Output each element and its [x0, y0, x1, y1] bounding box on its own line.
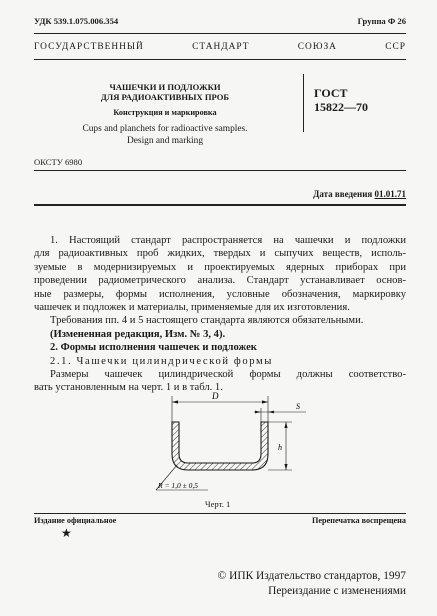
- title-ru-line1: ЧАШЕЧКИ И ПОДЛОЖКИ: [109, 82, 221, 92]
- title-ru: [34, 82, 296, 102]
- okstu-code: ОКСТУ 6980: [34, 157, 83, 167]
- para-1-line-5: ные размеры, формы исполнения, условные обозначения, маркировку: [34, 288, 406, 300]
- title-en-line2: Design and marking: [126, 135, 204, 146]
- para-2: Требования пп. 4 и 5 настоящего стандарта являются обязательными.: [50, 315, 364, 327]
- gost-number: 15822—70: [314, 100, 368, 114]
- footer-rule: [34, 513, 406, 514]
- intro-date-value: 01.01.71: [374, 189, 406, 199]
- cup-drawing: [150, 390, 315, 505]
- copyright-line: © ИПК Издательство стандартов, 1997: [217, 570, 406, 582]
- h-arrow-bottom: [284, 464, 287, 470]
- title-ru-line2: ДЛЯ РАДИОАКТИВНЫХ ПРОБ: [100, 92, 230, 102]
- gost-label: ГОСТ: [314, 86, 348, 100]
- section-2-heading: 2. Формы исполнения чашечек и подложек: [50, 342, 257, 354]
- para-1-line-3: зуемые в модернизируемых и проектируемых ядерных приборах при: [34, 261, 406, 273]
- figure-caption: Черт. 1: [205, 499, 231, 509]
- title-en-line1: Cups and planchets for radioactive samples.: [82, 124, 248, 134]
- para-3-line-2: вать установленным на черт. 1 и в табл. 1.: [34, 382, 223, 394]
- cup-wall-section: [172, 422, 268, 470]
- s-arrow-left: [255, 411, 261, 414]
- udk-code: УДК 539.1.075.006.354: [34, 16, 119, 26]
- s-arrow-right: [268, 411, 274, 414]
- para-3-line-1: Размеры чашечек цилиндрической формы должны соответство-: [50, 369, 406, 381]
- official-edition: Издание официальное: [34, 516, 117, 525]
- dim-h-label: h: [278, 443, 282, 452]
- reprint-prohibited: Перепечатка воспрещена: [312, 516, 406, 525]
- d-arrow-right: [262, 400, 268, 403]
- subsection-2-1-heading: 2.1. Чашечки цилиндрической формы: [50, 355, 273, 367]
- date-rule: [34, 204, 406, 206]
- h-arrow-top: [284, 422, 287, 428]
- d-arrow-left: [172, 400, 178, 403]
- gost-designation: [314, 86, 368, 114]
- para-1-line-1: 1. Настоящий стандарт распространяется на чашечки и подложки: [50, 235, 406, 246]
- amendment-note: (Измененная редакция, Изм. № 3, 4).: [50, 328, 226, 340]
- header-rule-bottom: [34, 59, 406, 60]
- header-rule-top: [34, 33, 406, 34]
- title-en: [34, 124, 296, 147]
- body-text: [34, 234, 406, 395]
- org-title: ГОСУДАРСТВЕННЫЙ СТАНДАРТ СОЮЗА ССР: [34, 42, 406, 52]
- radius-label: R = 1,0 ± 0,5: [158, 481, 199, 490]
- star-icon: ★: [61, 526, 72, 540]
- para-1-line-2: для радиоактивных проб жидких, твердых и сыпучих веществ, исполь-: [34, 248, 406, 260]
- group-code: Группа Ф 26: [357, 16, 406, 26]
- title-divider: [303, 74, 304, 132]
- para-1-line-6: чашечек и подложек и материалы, применяемые для их изготовления.: [34, 302, 350, 314]
- title-ru-subtitle: Конструкция и маркировка: [113, 108, 217, 117]
- dim-s-label: S: [296, 402, 300, 411]
- para-1-line-4: проведении радиометрического анализа. Стандарт устанавливает основ-: [34, 275, 406, 287]
- reprint-note: Переиздание с изменениями: [268, 585, 406, 597]
- intro-date-label: Дата введения: [313, 189, 373, 199]
- dim-d-label: D: [212, 391, 219, 401]
- okstu-rule: [34, 170, 406, 171]
- intro-date: [313, 189, 406, 199]
